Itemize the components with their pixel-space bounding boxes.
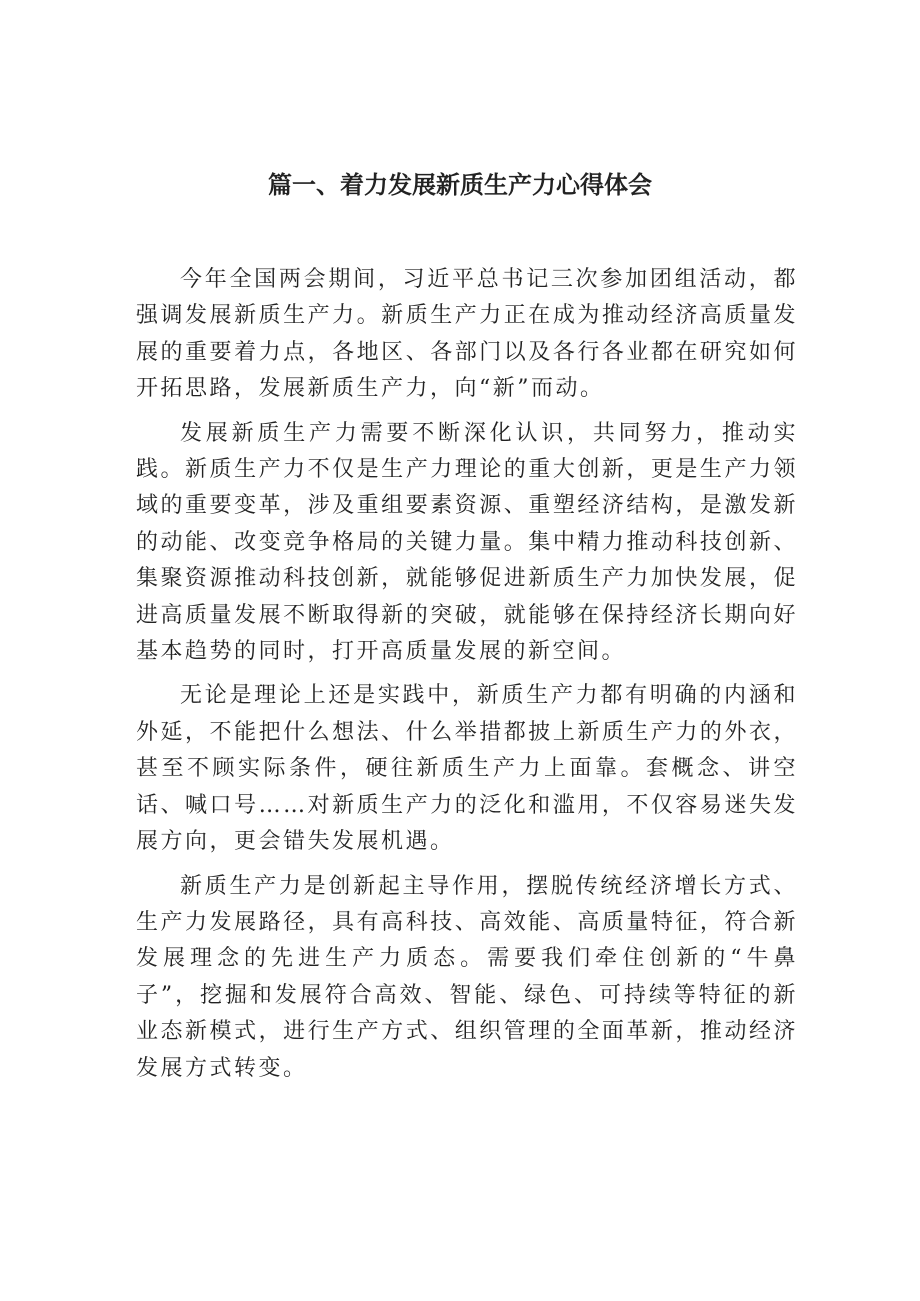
document-title: 篇一、着力发展新质生产力心得体会 — [268, 171, 652, 199]
document-body — [136, 262, 798, 1095]
paragraph-1: 今年全国两会期间，习近平总书记三次参加团组活动，都强调发展新质生产力。新质生产力正在成为推动经济高质量发展的重要着力点，各地区、各部门以及各行各业都在研究如何开拓思路，发展新质生产力，向“新”而动。 — [136, 267, 798, 402]
paragraph-4: 新质生产力是创新起主导作用，摆脱传统经济增长方式、生产力发展路径，具有高科技、高效能、高质量特征，符合新发展理念的先进生产力质态。需要我们牵住创新的“牛鼻子”，挖掘和发展符合高效、智能、绿色、可持续等特征的新业态新模式，进行生产方式、组织管理的全面革新，推动经济发展方式转变。 — [136, 873, 798, 1081]
paragraph-2: 发展新质生产力需要不断深化认识，共同努力，推动实践。新质生产力不仅是生产力理论的重大创新，更是生产力领域的重要变革，涉及重组要素资源、重塑经济结构，是激发新的动能、改变竞争格局的关键力量。集中精力推动科技创新、集聚资源推动科技创新，就能够促进新质生产力加快发展，促进高质量发展不断取得新的突破，就能够在保持经济长期向好基本趋势的同时，打开高质量发展的新空间。 — [136, 420, 798, 665]
paragraph-3: 无论是理论上还是实践中，新质生产力都有明确的内涵和外延，不能把什么想法、什么举措都披上新质生产力的外衣，甚至不顾实际条件，硬往新质生产力上面靠。套概念、讲空话、喊口号……对新质生产力的泛化和滥用，不仅容易迷失发展方向，更会错失发展机遇。 — [136, 683, 798, 855]
